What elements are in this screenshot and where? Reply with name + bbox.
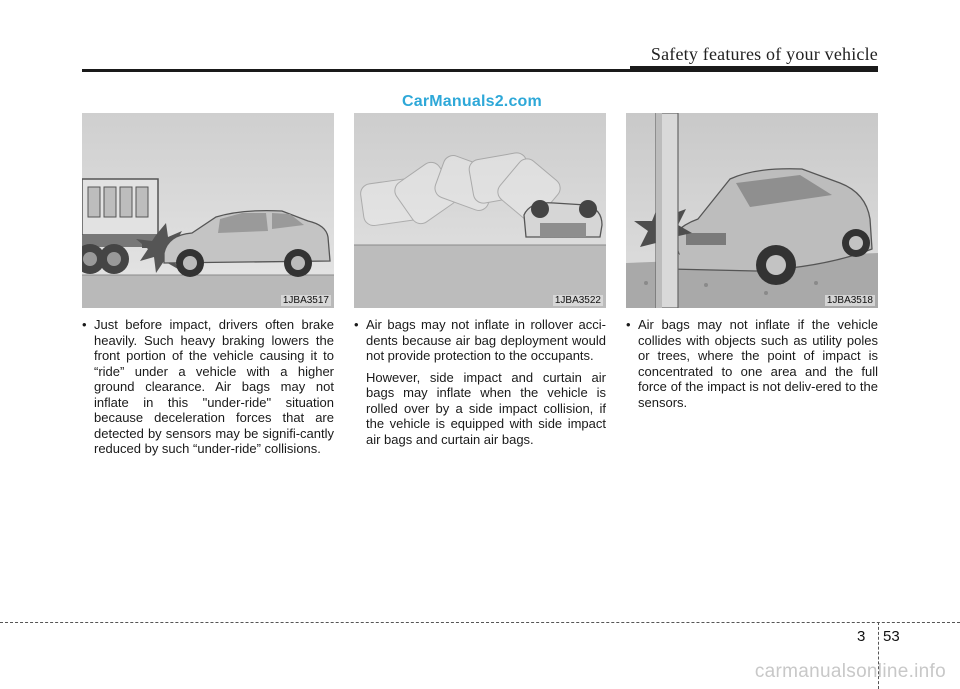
chapter-number: 3 — [857, 628, 866, 645]
rollover-illustration — [354, 113, 606, 308]
figure-code: 1JBA3522 — [554, 295, 601, 306]
bullet-paragraph — [82, 317, 334, 457]
paragraph-text: Air bags may not inflate if the vehicle collides with objects such as utility poles or trees, where the point of impact is concentrated to one area and the full force of the impact is not deliv-ered to the sensors. — [638, 317, 878, 410]
text-column-utility-pole — [626, 317, 878, 410]
under-ride-illustration — [82, 113, 334, 308]
page-number: 53 — [883, 628, 900, 645]
bullet-glyph: • — [82, 317, 87, 332]
figure-rollover — [354, 113, 606, 308]
figure-code: 1JBA3517 — [282, 295, 329, 306]
paragraph-text: Air bags may not inflate in rollover acci-dents because air bag deployment would not provide protection to the occupants. — [366, 317, 606, 363]
bullet-paragraph — [354, 317, 606, 364]
continuation-paragraph: However, side impact and curtain air bags may inflate when the vehicle is rolled over by a side impact collision, if the vehicle is equipped with side impact air bags and curtain air bags. — [366, 369, 606, 447]
bullet-glyph: • — [354, 317, 359, 332]
watermark-bottom-link[interactable]: carmanualsonline.info — [754, 661, 946, 682]
footer-dashed-rule — [0, 622, 960, 623]
figure-code: 1JBA3518 — [826, 295, 873, 306]
bullet-glyph: • — [626, 317, 631, 332]
bullet-paragraph — [626, 317, 878, 410]
page-header-title: Safety features of your vehicle — [650, 44, 878, 64]
figure-utility-pole — [626, 113, 878, 308]
header-rule-accent — [630, 66, 878, 72]
text-column-rollover — [354, 317, 606, 447]
text-column-under-ride — [82, 317, 334, 457]
figure-under-ride — [82, 113, 334, 308]
utility-pole-illustration — [626, 113, 878, 308]
watermark-top-link[interactable]: CarManuals2.com — [402, 93, 542, 110]
paragraph-text: Just before impact, drivers often brake heavily. Such heavy braking lowers the front portion of the vehicle causing it to “ride” under a vehicle with a higher ground clearance. Air bags may not inflate in this "under-ride" situation because deceleration forces that are detected by sensors may be signifi-cantly reduced by such “under-ride” collisions. — [94, 317, 334, 456]
